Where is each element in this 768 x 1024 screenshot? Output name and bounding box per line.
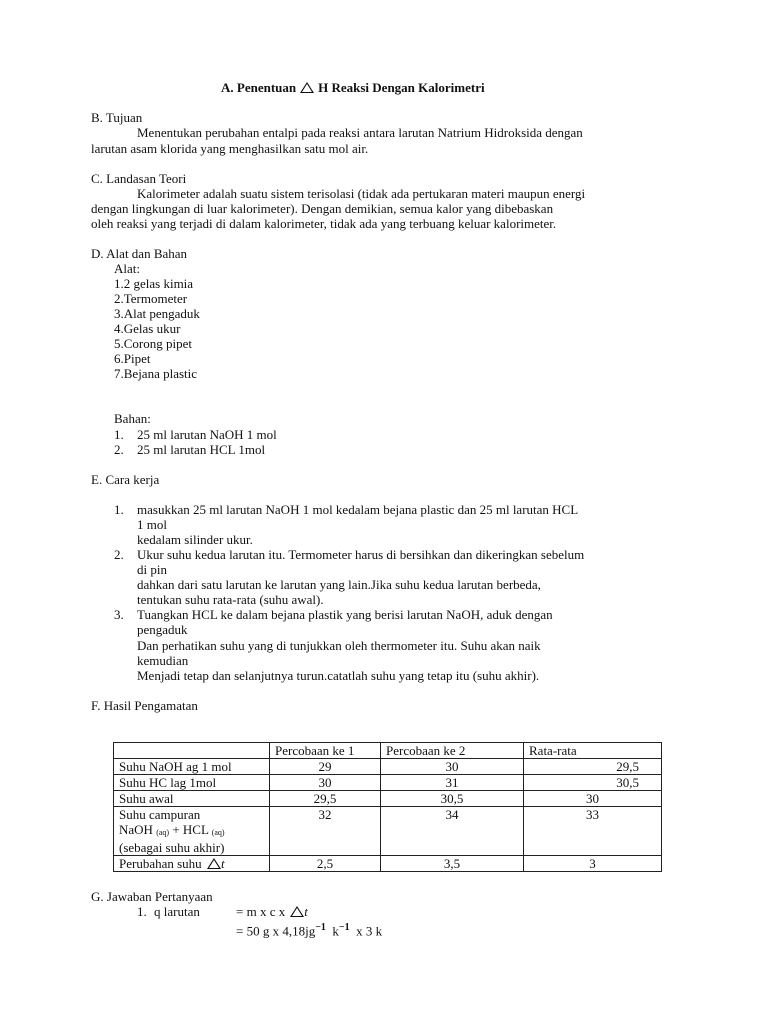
step-3-line: Menjadi tetap dan selanjutnya turun.catatlah suhu yang tetap itu (suhu akhir).: [137, 668, 540, 683]
row-label: Suhu HC lag 1mol: [114, 775, 270, 791]
table-row: [114, 759, 662, 775]
aq-subscript: (aq): [211, 828, 225, 837]
row-label: [114, 856, 270, 872]
cell-value: 30: [381, 759, 524, 775]
step-2-line: Ukur suhu kedua larutan itu. Termometer harus di bersihkan dan dikeringkan sebelum: [137, 547, 585, 562]
section-hasil-heading: F. Hasil Pengamatan: [91, 698, 198, 713]
delta-symbol-icon: [290, 906, 304, 917]
answer-number: 1.: [137, 904, 147, 919]
alat-item: 5.Corong pipet: [114, 336, 192, 351]
bahan-item-num: 2.: [114, 442, 124, 457]
row-label-campuran: [114, 807, 270, 856]
column-header: Percobaan ke 2: [381, 743, 524, 759]
teori-line-2: dengan lingkungan di luar kalorimeter). Dengan demikian, semua kalor yang dibebaskan: [91, 201, 554, 216]
alat-item: 6.Pipet: [114, 351, 151, 366]
step-3-line: pengaduk: [137, 622, 188, 637]
bahan-item: 25 ml larutan NaOH 1 mol: [137, 427, 277, 442]
step-3-line: Tuangkan HCL ke dalam bejana plastik yang berisi larutan NaOH, aduk dengan: [137, 607, 553, 622]
campuran-line-1: Suhu campuran: [119, 807, 201, 822]
table-row: [114, 791, 662, 807]
alat-item: 2.Termometer: [114, 291, 188, 306]
step-2-line: dahkan dari satu larutan ke larutan yang lain.Jika suhu kedua larutan berbeda,: [137, 577, 541, 592]
bahan-item: 25 ml larutan HCL 1mol: [137, 442, 266, 457]
step-1-line: masukkan 25 ml larutan NaOH 1 mol kedalam bejana plastic dan 25 ml larutan HCL: [137, 502, 579, 517]
section-cara-kerja-heading: E. Cara kerja: [91, 472, 160, 487]
tujuan-line-1: Menentukan perubahan entalpi pada reaksi antara larutan Natrium Hidroksida dengan: [137, 125, 583, 140]
step-1-line: 1 mol: [137, 517, 167, 532]
perubahan-label: Perubahan suhu: [119, 856, 202, 871]
title-suffix: H Reaksi Dengan Kalorimetri: [318, 80, 485, 95]
delta-symbol-icon: [207, 858, 221, 869]
title-prefix: A. Penentuan: [221, 80, 297, 95]
equation-line-2: [236, 920, 382, 938]
step-2-line: tentukan suhu rata-rata (suhu awal).: [137, 592, 324, 607]
cell-value: 34: [381, 807, 524, 856]
document-title: [221, 80, 485, 95]
section-teori-heading: C. Landasan Teori: [91, 171, 187, 186]
alat-item: 1.2 gelas kimia: [114, 276, 194, 291]
campuran-line-2: [119, 822, 264, 840]
naoh-text: NaOH: [119, 822, 153, 837]
table-row: [114, 856, 662, 872]
teori-line-1: Kalorimeter adalah suatu sistem terisolasi (tidak ada pertukaran materi maupun energi: [137, 186, 586, 201]
section-alat-heading: D. Alat dan Bahan: [91, 246, 188, 261]
row-label: Suhu NaOH ag 1 mol: [114, 759, 270, 775]
eq-tail: x 3 k: [356, 923, 383, 939]
column-header: [114, 743, 270, 759]
step-number: 2.: [114, 547, 124, 562]
bahan-label: Bahan:: [114, 411, 151, 426]
column-header: Percobaan ke 1: [270, 743, 381, 759]
step-number: 1.: [114, 502, 124, 517]
tujuan-line-2: larutan asam klorida yang menghasilkan satu mol air.: [91, 141, 369, 156]
observation-table: [113, 742, 662, 872]
cell-value: 29,5: [270, 791, 381, 807]
cell-value: 2,5: [270, 856, 381, 872]
step-2-line: di pin: [137, 562, 167, 577]
step-1-line: kedalam silinder ukur.: [137, 532, 253, 547]
cell-value: 32: [270, 807, 381, 856]
cell-value: 31: [381, 775, 524, 791]
cell-value: 33: [524, 807, 662, 856]
section-tujuan-heading: B. Tujuan: [91, 110, 143, 125]
step-3-line: Dan perhatikan suhu yang di tunjukkan oleh thermometer itu. Suhu akan naik: [137, 638, 541, 653]
cell-value: 29: [270, 759, 381, 775]
q-larutan-label: q larutan: [154, 904, 200, 919]
delta-t-text: t: [304, 904, 308, 919]
eq1-text: = m x c x: [236, 904, 286, 919]
cell-value: 30: [270, 775, 381, 791]
cell-value: 3: [524, 856, 662, 872]
alat-item: 4.Gelas ukur: [114, 321, 181, 336]
alat-item: 7.Bejana plastic: [114, 366, 198, 381]
teori-line-3: oleh reaksi yang terjadi di dalam kalorimeter, tidak ada yang terbuang keluar kalorimeter.: [91, 216, 557, 231]
bahan-item-num: 1.: [114, 427, 124, 442]
cell-value: 30,5: [524, 775, 662, 791]
delta-t-text: t: [220, 856, 225, 871]
row-label: Suhu awal: [114, 791, 270, 807]
equation-line-1: [236, 904, 308, 919]
alat-item: 3.Alat pengaduk: [114, 306, 200, 321]
exponent: −1: [338, 922, 350, 933]
column-header: Rata-rata: [524, 743, 662, 759]
table-row: [114, 775, 662, 791]
table-header-row: [114, 743, 662, 759]
exponent: −1: [315, 922, 326, 933]
section-jawaban-heading: G. Jawaban Pertanyaan: [91, 889, 213, 904]
cell-value: 30: [524, 791, 662, 807]
cell-value: 30,5: [381, 791, 524, 807]
table-row: [114, 807, 662, 856]
delta-symbol-icon: [300, 82, 314, 93]
alat-label: Alat:: [114, 261, 140, 276]
k-unit: k: [332, 923, 339, 939]
cell-value: 29,5: [524, 759, 662, 775]
eq2-text: = 50 g x 4,18jg: [236, 923, 316, 939]
hcl-text: + HCL: [169, 822, 209, 837]
cell-value: 3,5: [381, 856, 524, 872]
aq-subscript: (aq): [156, 828, 170, 837]
step-number: 3.: [114, 607, 124, 622]
campuran-line-3: (sebagai suhu akhir): [119, 840, 225, 855]
step-3-line: kemudian: [137, 653, 189, 668]
